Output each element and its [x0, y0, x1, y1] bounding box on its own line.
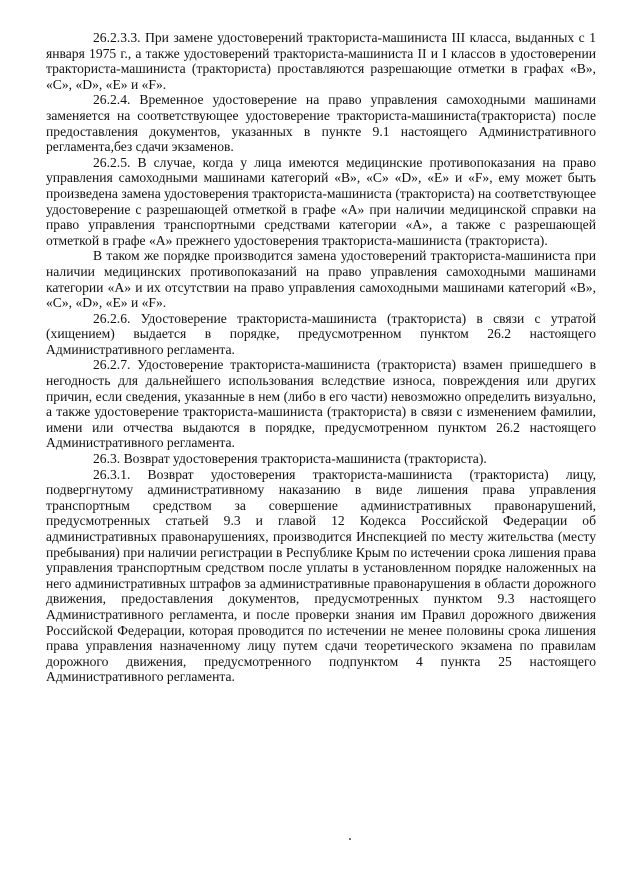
- paragraph-26-3-1: 26.3.1. Возврат удостоверения тракториста-машиниста (тракториста) лицу, подвергнутому административному наказанию в виде лишения права управления транспортным средством за совершение административных правонарушений, предусмотренных статьей 9.3 и главой 12 Кодекса Российской Федерации об административных правонарушениях, производится Инспекцией по месту жительства (месту пребывания) при наличии регистрации в Республике Крым по истечении срока лишения права управления транспортным средством после уплаты в установленном порядке наложенных на него административных штрафов за административные правонарушения в области дорожного движения, предоставления документов, предусмотренных пунктом 9.3 настоящего Административного регламента, и после проверки знания им Правил дорожного движения Российской Федерации, которая проводится по истечении не менее половины срока лишения права управления назначенному лицу путем сдачи теоретического экзамена по правилам дорожного движения, предусмотренного подпунктом 4 пункта 25 настоящего Административного регламента.: [46, 466, 596, 685]
- paragraph-same-order: В таком же порядке производится замена удостоверений тракториста-машиниста при наличии медицинских противопоказаний на право управления самоходными машинами категории «А» и их отсутствии на право управления самоходными машинами категорий «В», «С», «D», «Е» и «F».: [46, 248, 596, 311]
- document-body: [46, 30, 596, 685]
- paragraph-26-2-6: 26.2.6. Удостоверение тракториста-машиниста (тракториста) в связи с утратой (хищением) выдается в порядке, предусмотренном пунктом 26.2 настоящего Административного регламента.: [46, 310, 596, 357]
- paragraph-26-2-5: 26.2.5. В случае, когда у лица имеются медицинские противопоказания на право управления самоходными машинами категорий «В», «С» «D», «Е» и «F», ему может быть произведена замена удостоверения тракториста-машиниста (тракториста) на соответствующее удостоверение с разрешающей отметкой в графе «А» при наличии медицинской справки на право управления транспортными средствами категории «А», а также с разрешающей отметкой в графе «А» прежнего удостоверения тракториста-машиниста (тракториста).: [46, 154, 596, 248]
- paragraph-26-2-3-3: 26.2.3.3. При замене удостоверений тракториста-машиниста III класса, выданных с 1 января 1975 г., а также удостоверений тракториста-машиниста II и I классов в удостоверении тракториста-машиниста (тракториста) проставляются разрешающие отметки в графах «В», «С», «D», «Е» и «F».: [46, 30, 596, 92]
- scan-speck: [349, 838, 351, 840]
- paragraph-26-2-7: 26.2.7. Удостоверение тракториста-машиниста (тракториста) взамен пришедшего в негодность для дальнейшего использования вследствие износа, повреждения или других причин, если сведения, указанные в нем (либо в его части) невозможно определить визуально, а также удостоверение тракториста-машиниста (тракториста) в связи с изменением фамилии, имени или отчества выдаются в порядке, предусмотренном пунктом 26.2 настоящего Административного регламента.: [46, 357, 596, 451]
- paragraph-26-2-4: 26.2.4. Временное удостоверение на право управления самоходными машинами заменяется на соответствующее удостоверение тракториста-машиниста(тракториста) после предоставления документов, указанных в пункте 9.1 настоящего Административного регламента,без сдачи экзаменов.: [46, 92, 596, 155]
- paragraph-26-3: 26.3. Возврат удостоверения тракториста-машиниста (тракториста).: [93, 451, 487, 467]
